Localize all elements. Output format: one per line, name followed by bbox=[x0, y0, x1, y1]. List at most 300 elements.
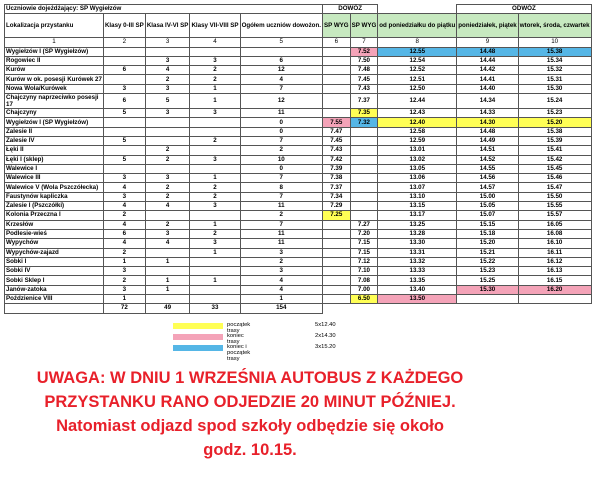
cell-o1: 13.05 bbox=[378, 164, 457, 173]
cell-k3 bbox=[190, 257, 240, 266]
cell-d1 bbox=[322, 84, 350, 93]
cell-k1: 4 bbox=[103, 239, 145, 248]
cell-d1 bbox=[322, 109, 350, 118]
cell-k2 bbox=[145, 118, 190, 127]
table-row bbox=[5, 211, 592, 220]
cell-d1 bbox=[322, 267, 350, 276]
cell-d2 bbox=[350, 202, 378, 211]
cell-k3 bbox=[190, 267, 240, 276]
cell-k2: 2 bbox=[145, 75, 190, 84]
cell-k2 bbox=[145, 164, 190, 173]
cell-k2 bbox=[145, 295, 190, 304]
stop-name: Wygiełzów I (SP Wygiełzów) bbox=[5, 47, 104, 56]
cell-tot: 7 bbox=[240, 136, 322, 145]
cell-d2: 7.52 bbox=[350, 47, 378, 56]
odwoz-header: ODWÓZ bbox=[457, 5, 591, 14]
cell-o3 bbox=[518, 295, 591, 304]
cell-k2: 4 bbox=[145, 202, 190, 211]
cell-tot: 0 bbox=[240, 164, 322, 173]
table-row bbox=[5, 84, 592, 93]
cell-tot: 7 bbox=[240, 220, 322, 229]
stop-name: Nowa Wola/Kurówek bbox=[5, 84, 104, 93]
cell-d2 bbox=[350, 136, 378, 145]
cell-k1: 1 bbox=[103, 295, 145, 304]
table-row bbox=[5, 285, 592, 294]
cell-o1: 13.07 bbox=[378, 183, 457, 192]
cell-d2: 7.50 bbox=[350, 56, 378, 65]
table-title: Uczniowie dojeżdżający: SP Wygiełzów bbox=[5, 5, 323, 14]
cell-tot: 3 bbox=[240, 248, 322, 257]
cell-o3: 15.55 bbox=[518, 202, 591, 211]
cell-k1: 6 bbox=[103, 66, 145, 75]
stop-name: Rogowiec II bbox=[5, 56, 104, 65]
cell-k3: 3 bbox=[190, 109, 240, 118]
cell-k1 bbox=[103, 164, 145, 173]
cell-k3 bbox=[190, 164, 240, 173]
cell-k1 bbox=[103, 146, 145, 155]
cell-k2: 3 bbox=[145, 84, 190, 93]
table-row bbox=[5, 174, 592, 183]
cell-k3: 2 bbox=[190, 66, 240, 75]
table-row bbox=[5, 164, 592, 173]
cell-k2: 3 bbox=[145, 56, 190, 65]
cell-o1: 13.17 bbox=[378, 211, 457, 220]
cell-o1: 12.40 bbox=[378, 118, 457, 127]
cell-k3: 1 bbox=[190, 94, 240, 109]
cell-d2: 7.35 bbox=[350, 109, 378, 118]
column-index-5: 5 bbox=[240, 38, 322, 47]
cell-o1: 13.31 bbox=[378, 248, 457, 257]
cell-o3: 15.24 bbox=[518, 94, 591, 109]
cell-o3: 16.20 bbox=[518, 285, 591, 294]
table-row bbox=[5, 229, 592, 238]
cell-o3: 16.13 bbox=[518, 267, 591, 276]
cell-k3: 3 bbox=[190, 202, 240, 211]
cell-k2: 2 bbox=[145, 183, 190, 192]
cell-d1 bbox=[322, 66, 350, 75]
cell-k3 bbox=[190, 285, 240, 294]
cell-tot: 1 bbox=[240, 295, 322, 304]
cell-tot: 11 bbox=[240, 202, 322, 211]
column-index-1: 1 bbox=[5, 38, 104, 47]
cell-k3 bbox=[190, 118, 240, 127]
cell-k1 bbox=[103, 118, 145, 127]
cell-k1: 2 bbox=[103, 276, 145, 285]
stop-name: Sobki I bbox=[5, 257, 104, 266]
cell-o2: 15.18 bbox=[457, 229, 518, 238]
cell-d1 bbox=[322, 276, 350, 285]
total-k2: 49 bbox=[145, 304, 190, 313]
cell-d1: 7.43 bbox=[322, 146, 350, 155]
table-row bbox=[5, 47, 592, 56]
cell-k1: 3 bbox=[103, 285, 145, 294]
cell-o3: 15.31 bbox=[518, 75, 591, 84]
cell-d1 bbox=[322, 239, 350, 248]
cell-k1: 6 bbox=[103, 94, 145, 109]
cell-tot: 3 bbox=[240, 267, 322, 276]
legend-count: 2x14.30 bbox=[315, 333, 336, 339]
cell-o2: 14.34 bbox=[457, 94, 518, 109]
cell-o2: 14.40 bbox=[457, 84, 518, 93]
cell-tot: 2 bbox=[240, 257, 322, 266]
cell-o1: 12.51 bbox=[378, 75, 457, 84]
cell-o3: 15.50 bbox=[518, 192, 591, 201]
total-header: Ogółem uczniów dowożon. bbox=[240, 14, 322, 38]
cell-o2: 14.44 bbox=[457, 56, 518, 65]
cell-d2: 7.37 bbox=[350, 94, 378, 109]
cell-o2: 15.23 bbox=[457, 267, 518, 276]
odwoz-col-1: poniedziałek, piątek bbox=[457, 14, 518, 38]
cell-d1 bbox=[322, 295, 350, 304]
cell-o3: 15.20 bbox=[518, 118, 591, 127]
cell-k1: 4 bbox=[103, 202, 145, 211]
cell-d2 bbox=[350, 164, 378, 173]
cell-d1: 7.55 bbox=[322, 118, 350, 127]
cell-k3 bbox=[190, 295, 240, 304]
cell-k2 bbox=[145, 127, 190, 136]
cell-d1 bbox=[322, 220, 350, 229]
cell-d1 bbox=[322, 94, 350, 109]
stop-name: Walewice I bbox=[5, 164, 104, 173]
cell-k2 bbox=[145, 136, 190, 145]
grade-header-1: Klasa IV-VI SP bbox=[145, 14, 190, 38]
cell-k3 bbox=[190, 146, 240, 155]
cell-tot: 12 bbox=[240, 94, 322, 109]
table-row bbox=[5, 118, 592, 127]
cell-o2: 14.56 bbox=[457, 174, 518, 183]
cell-k3: 2 bbox=[190, 75, 240, 84]
cell-tot: 11 bbox=[240, 239, 322, 248]
cell-o2: 15.20 bbox=[457, 239, 518, 248]
column-index-10: 10 bbox=[518, 38, 591, 47]
cell-tot: 2 bbox=[240, 211, 322, 220]
cell-o1: 12.55 bbox=[378, 47, 457, 56]
cell-o3: 16.12 bbox=[518, 257, 591, 266]
stop-name: Łęki II bbox=[5, 146, 104, 155]
cell-o3: 15.57 bbox=[518, 211, 591, 220]
cell-tot: 6 bbox=[240, 56, 322, 65]
cell-k1 bbox=[103, 127, 145, 136]
cell-o2: 14.48 bbox=[457, 47, 518, 56]
cell-d2: 7.27 bbox=[350, 220, 378, 229]
cell-k1: 4 bbox=[103, 183, 145, 192]
cell-d2: 7.48 bbox=[350, 66, 378, 75]
cell-tot: 2 bbox=[240, 146, 322, 155]
stop-name: Wypychów-zajazd bbox=[5, 248, 104, 257]
stop-name: Faustynów kapliczka bbox=[5, 192, 104, 201]
cell-k3: 2 bbox=[190, 136, 240, 145]
cell-d1: 7.38 bbox=[322, 174, 350, 183]
cell-o3: 15.30 bbox=[518, 84, 591, 93]
cell-k2: 2 bbox=[145, 155, 190, 164]
table-row bbox=[5, 202, 592, 211]
cell-k1: 3 bbox=[103, 174, 145, 183]
legend-label: koniec i początek trasy bbox=[227, 344, 251, 362]
cell-o3: 16.11 bbox=[518, 248, 591, 257]
cell-k2: 4 bbox=[145, 66, 190, 75]
cell-d2: 7.12 bbox=[350, 257, 378, 266]
stop-name: Łęki I (sklep) bbox=[5, 155, 104, 164]
cell-k1: 3 bbox=[103, 267, 145, 276]
cell-d1 bbox=[322, 75, 350, 84]
cell-d1: 7.39 bbox=[322, 164, 350, 173]
cell-o1: 13.35 bbox=[378, 276, 457, 285]
table-row bbox=[5, 220, 592, 229]
cell-tot: 8 bbox=[240, 183, 322, 192]
cell-k2 bbox=[145, 267, 190, 276]
cell-k1 bbox=[103, 75, 145, 84]
cell-d2 bbox=[350, 174, 378, 183]
cell-k2: 3 bbox=[145, 229, 190, 238]
notice-line-1: UWAGA: W DNIU 1 WRZEŚNIA AUTOBUS Z KAŻDEGO bbox=[36, 369, 464, 387]
cell-k1 bbox=[103, 56, 145, 65]
cell-k1: 1 bbox=[103, 257, 145, 266]
stop-name: Walewice V (Wola Pszczółecka) bbox=[5, 183, 104, 192]
cell-o1: 13.15 bbox=[378, 202, 457, 211]
odwoz-col-0: od poniedziałku do piątku bbox=[378, 14, 457, 38]
cell-o3: 15.39 bbox=[518, 136, 591, 145]
cell-d2: 7.43 bbox=[350, 84, 378, 93]
cell-o1: 12.59 bbox=[378, 136, 457, 145]
cell-tot: 11 bbox=[240, 109, 322, 118]
location-header: Lokalizacja przystanku bbox=[5, 14, 104, 38]
table-row bbox=[5, 295, 592, 304]
total-k1: 72 bbox=[103, 304, 145, 313]
schedule-sheet bbox=[4, 4, 592, 314]
total-tot: 154 bbox=[240, 304, 322, 313]
cell-o2: 14.48 bbox=[457, 127, 518, 136]
cell-k3 bbox=[190, 211, 240, 220]
cell-o3: 16.05 bbox=[518, 220, 591, 229]
stop-name: Krzesłów bbox=[5, 220, 104, 229]
table-row bbox=[5, 248, 592, 257]
cell-o2: 15.07 bbox=[457, 211, 518, 220]
cell-k2 bbox=[145, 248, 190, 257]
cell-o3: 15.38 bbox=[518, 47, 591, 56]
cell-k2: 2 bbox=[145, 192, 190, 201]
cell-o1: 12.43 bbox=[378, 109, 457, 118]
total-k3: 33 bbox=[190, 304, 240, 313]
stop-name: Janów-zatoka bbox=[5, 285, 104, 294]
cell-o2: 14.49 bbox=[457, 136, 518, 145]
cell-k2: 2 bbox=[145, 146, 190, 155]
cell-k2: 1 bbox=[145, 257, 190, 266]
cell-o2: 15.22 bbox=[457, 257, 518, 266]
cell-o2: 15.15 bbox=[457, 220, 518, 229]
cell-d2: 7.20 bbox=[350, 229, 378, 238]
stop-name: Kurów w ok. posesji Kurówek 27 bbox=[6, 75, 102, 83]
table-row bbox=[5, 192, 592, 201]
notice bbox=[0, 366, 500, 462]
stop-name: Wypychów bbox=[5, 239, 104, 248]
column-index-9: 9 bbox=[457, 38, 518, 47]
table-row bbox=[5, 183, 592, 192]
cell-o3: 15.32 bbox=[518, 66, 591, 75]
cell-o1: 13.02 bbox=[378, 155, 457, 164]
table-row bbox=[5, 257, 592, 266]
stop-name: Zalesie I (Pszczółki) bbox=[5, 202, 104, 211]
stop-name: Sobki Sklep I bbox=[5, 276, 104, 285]
cell-d2: 7.15 bbox=[350, 239, 378, 248]
table-row bbox=[5, 146, 592, 155]
legend-swatch bbox=[173, 323, 223, 329]
table-row bbox=[5, 276, 592, 285]
cell-tot: 12 bbox=[240, 66, 322, 75]
cell-o1: 12.50 bbox=[378, 84, 457, 93]
cell-k2: 1 bbox=[145, 285, 190, 294]
cell-k3: 2 bbox=[190, 229, 240, 238]
dowoz-header: DOWÓZ bbox=[322, 5, 377, 14]
stop-name: Zalesie II bbox=[5, 127, 104, 136]
legend-label: początek trasy bbox=[227, 322, 251, 334]
cell-k1: 5 bbox=[103, 109, 145, 118]
cell-o3: 15.46 bbox=[518, 174, 591, 183]
cell-k3 bbox=[190, 127, 240, 136]
cell-d2: 7.45 bbox=[350, 75, 378, 84]
cell-k3: 3 bbox=[190, 239, 240, 248]
cell-k2: 3 bbox=[145, 174, 190, 183]
cell-k1: 2 bbox=[103, 248, 145, 257]
totals-row bbox=[5, 304, 592, 313]
column-index-8: 8 bbox=[378, 38, 457, 47]
cell-o1: 13.32 bbox=[378, 257, 457, 266]
cell-d2 bbox=[350, 211, 378, 220]
table-row bbox=[5, 66, 592, 75]
cell-k1: 2 bbox=[103, 211, 145, 220]
cell-d2 bbox=[350, 146, 378, 155]
table-row bbox=[5, 94, 592, 109]
legend-count: 5x12.40 bbox=[315, 322, 336, 328]
cell-d1 bbox=[322, 257, 350, 266]
cell-d2 bbox=[350, 155, 378, 164]
cell-o2: 14.41 bbox=[457, 75, 518, 84]
cell-k3: 1 bbox=[190, 174, 240, 183]
cell-k2: 2 bbox=[145, 220, 190, 229]
grade-header-2: Klasy VII-VIII SP bbox=[190, 14, 240, 38]
stop-name: Poździenice VIII bbox=[5, 295, 104, 304]
cell-o1: 13.25 bbox=[378, 220, 457, 229]
cell-o2 bbox=[457, 295, 518, 304]
cell-k3: 2 bbox=[190, 183, 240, 192]
cell-o1: 13.06 bbox=[378, 174, 457, 183]
notice-line-2: PRZYSTANKU RANO ODJEDZIE 20 MINUT PÓŹNIEJ. bbox=[44, 393, 456, 411]
cell-tot: 4 bbox=[240, 276, 322, 285]
cell-o1: 13.01 bbox=[378, 146, 457, 155]
cell-d1 bbox=[322, 229, 350, 238]
stop-name: Zalesie IV bbox=[5, 136, 104, 145]
cell-k3: 1 bbox=[190, 276, 240, 285]
cell-o1: 13.50 bbox=[378, 295, 457, 304]
cell-o1: 13.30 bbox=[378, 239, 457, 248]
cell-o1: 13.10 bbox=[378, 192, 457, 201]
cell-d1: 7.37 bbox=[322, 183, 350, 192]
odwoz-col-2: wtorek, środa, czwartek bbox=[518, 14, 591, 38]
cell-o3: 15.34 bbox=[518, 56, 591, 65]
cell-o2: 15.30 bbox=[457, 285, 518, 294]
cell-o2: 14.51 bbox=[457, 146, 518, 155]
cell-d1 bbox=[322, 248, 350, 257]
cell-k1: 6 bbox=[103, 229, 145, 238]
cell-k3: 2 bbox=[190, 192, 240, 201]
cell-d1: 7.25 bbox=[322, 211, 350, 220]
cell-k1: 4 bbox=[103, 220, 145, 229]
cell-d1: 7.47 bbox=[322, 127, 350, 136]
cell-d1: 7.34 bbox=[322, 192, 350, 201]
cell-tot: 7 bbox=[240, 192, 322, 201]
notice-line-3: Natomiast odjazd spod szkoły odbędzie się około bbox=[56, 417, 444, 435]
cell-d2: 7.00 bbox=[350, 285, 378, 294]
stop-name: Kurów bbox=[5, 66, 104, 75]
table-row bbox=[5, 155, 592, 164]
cell-d2: 7.08 bbox=[350, 276, 378, 285]
dowoz-col-1: SP WYG bbox=[350, 14, 378, 38]
legend-label: koniec trasy bbox=[227, 333, 244, 345]
cell-tot: 4 bbox=[240, 75, 322, 84]
cell-d2: 7.10 bbox=[350, 267, 378, 276]
cell-o2: 15.00 bbox=[457, 192, 518, 201]
cell-k2: 1 bbox=[145, 276, 190, 285]
cell-k2 bbox=[145, 47, 190, 56]
notice-line-4: godz. 10.15. bbox=[203, 441, 297, 459]
cell-o2: 15.05 bbox=[457, 202, 518, 211]
cell-o2: 14.42 bbox=[457, 66, 518, 75]
cell-o2: 14.52 bbox=[457, 155, 518, 164]
cell-k2: 4 bbox=[145, 239, 190, 248]
cell-d1 bbox=[322, 56, 350, 65]
cell-k2: 3 bbox=[145, 109, 190, 118]
schedule-table bbox=[4, 4, 592, 314]
cell-o2: 14.57 bbox=[457, 183, 518, 192]
stop-name: Kolonia Przeczna I bbox=[5, 211, 104, 220]
stop-name: Chajczyny naprzeciwko posesji 17 bbox=[5, 94, 104, 109]
stop-name: Walewice III bbox=[5, 174, 104, 183]
stop-name: Wygiełzów I (SP Wygiełzów) bbox=[5, 118, 104, 127]
cell-tot: 0 bbox=[240, 118, 322, 127]
cell-o2: 14.30 bbox=[457, 118, 518, 127]
cell-o3: 15.38 bbox=[518, 127, 591, 136]
cell-o2: 14.33 bbox=[457, 109, 518, 118]
cell-o1: 13.28 bbox=[378, 229, 457, 238]
cell-o3: 15.47 bbox=[518, 183, 591, 192]
cell-d2 bbox=[350, 183, 378, 192]
cell-k3: 1 bbox=[190, 248, 240, 257]
cell-d1: 7.45 bbox=[322, 136, 350, 145]
table-row bbox=[5, 75, 592, 84]
cell-d2 bbox=[350, 192, 378, 201]
cell-k1: 5 bbox=[103, 155, 145, 164]
cell-o1: 12.44 bbox=[378, 94, 457, 109]
cell-k2: 5 bbox=[145, 94, 190, 109]
cell-o1: 12.52 bbox=[378, 66, 457, 75]
cell-d1 bbox=[322, 285, 350, 294]
cell-tot: 7 bbox=[240, 174, 322, 183]
table-row bbox=[5, 109, 592, 118]
legend-count: 3x15.20 bbox=[315, 344, 336, 350]
column-index-7: 7 bbox=[350, 38, 378, 47]
column-index-4: 4 bbox=[190, 38, 240, 47]
cell-o1: 13.40 bbox=[378, 285, 457, 294]
cell-o3: 16.10 bbox=[518, 239, 591, 248]
legend-swatch bbox=[173, 345, 223, 351]
column-index-3: 3 bbox=[145, 38, 190, 47]
cell-d2: 7.15 bbox=[350, 248, 378, 257]
cell-k1: 5 bbox=[103, 136, 145, 145]
cell-o1: 12.54 bbox=[378, 56, 457, 65]
cell-o2: 15.25 bbox=[457, 276, 518, 285]
cell-o3: 15.42 bbox=[518, 155, 591, 164]
cell-k3: 1 bbox=[190, 84, 240, 93]
cell-o1: 12.58 bbox=[378, 127, 457, 136]
